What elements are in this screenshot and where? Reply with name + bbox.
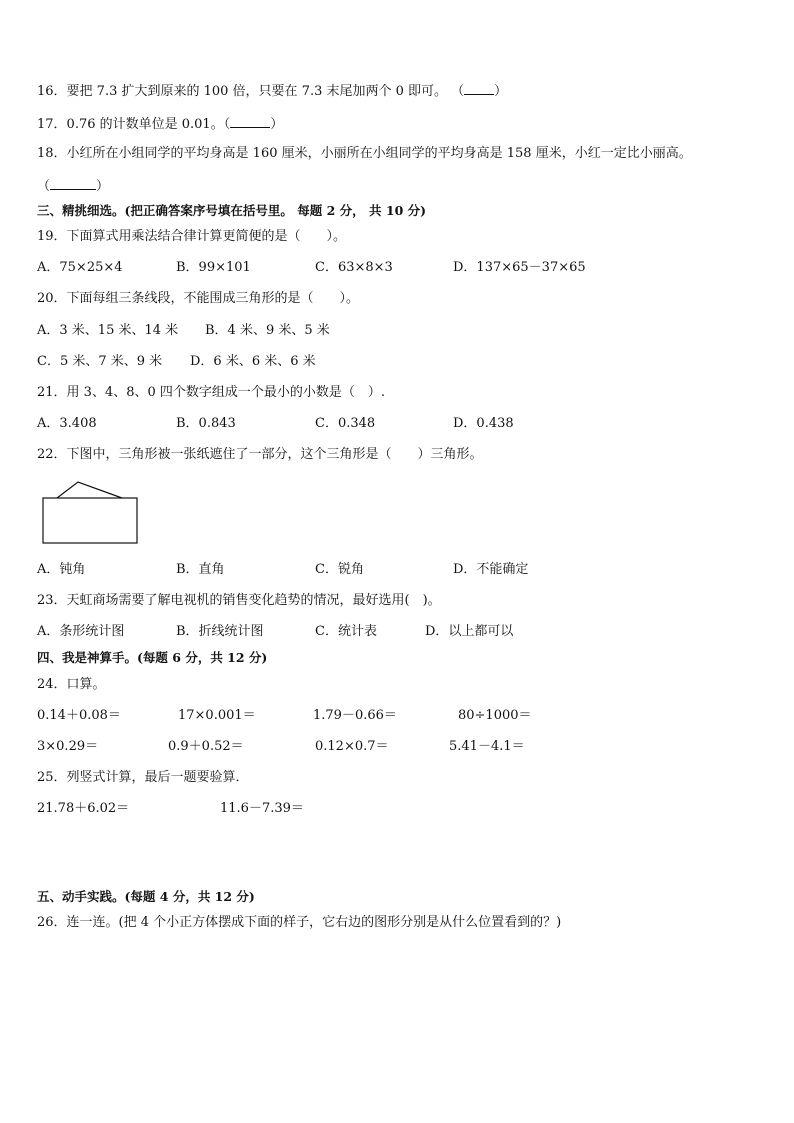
question-18 <box>37 146 692 162</box>
section-5-title: 五、动手实践。(每题 4 分，共 12 分) <box>37 889 255 904</box>
q22-option-c[interactable]: C．锐角 <box>315 562 364 577</box>
question-23-text: 23．天虹商场需要了解电视机的销售变化趋势的情况，最好选用( )。 <box>37 593 441 608</box>
answer-blank-18[interactable] <box>50 177 96 190</box>
question-21-text: 21．用 3、4、8、0 四个数字组成一个最小的小数是（ ）. <box>37 385 386 400</box>
question-17 <box>37 115 283 133</box>
question-16-text: 16．要把 7.3 扩大到原来的 100 倍，只要在 7.3 末尾加两个 0 即可。 （ <box>37 84 465 99</box>
q19-option-b[interactable]: B．99×101 <box>176 260 251 275</box>
question-26-text: 26．连一连。(把 4 个小正方体摆成下面的样子，它右边的图形分别是从什么位置看到的？) <box>37 915 562 930</box>
q21-option-a[interactable]: A．3.408 <box>37 416 97 431</box>
q23-option-b[interactable]: B．折线统计图 <box>176 624 264 639</box>
question-22-text: 22．下图中，三角形被一张纸遮住了一部分，这个三角形是（ ）三角形。 <box>37 447 483 462</box>
q21-option-c[interactable]: C．0.348 <box>315 416 376 431</box>
section-3-title: 三、精挑细选。(把正确答案序号填在括号里。 每题 2 分， 共 10 分) <box>37 203 427 218</box>
q20-option-d[interactable]: D．6 米、6 米、6 米 <box>190 354 316 369</box>
q19-option-a[interactable]: A．75×25×4 <box>37 260 123 275</box>
question-18-answer <box>37 177 109 195</box>
q19-option-c[interactable]: C．63×8×3 <box>315 260 393 275</box>
mental-math-item: 0.12×0.7＝ <box>315 739 389 754</box>
answer-close-18: ） <box>96 179 110 194</box>
q20-option-c[interactable]: C．5 米、7 米、9 米 <box>37 354 163 369</box>
q23-option-d[interactable]: D．以上都可以 <box>425 624 514 639</box>
mental-math-item: 17×0.001＝ <box>178 708 256 723</box>
triangle-covered-by-paper-drawing <box>42 478 142 546</box>
question-20-text: 20．下面每组三条线段，不能围成三角形的是（ ）。 <box>37 291 360 306</box>
question-17-tail: ） <box>270 117 284 132</box>
answer-blank-16[interactable] <box>464 82 494 95</box>
mental-math-item: 1.79－0.66＝ <box>313 708 397 723</box>
question-17-text: 17．0.76 的计数单位是 0.01。（ <box>37 117 231 132</box>
covering-paper <box>43 498 137 543</box>
q21-option-b[interactable]: B．0.843 <box>176 416 236 431</box>
answer-open-18: （ <box>37 179 51 194</box>
q23-option-a[interactable]: A．条形统计图 <box>37 624 125 639</box>
mental-math-item: 80÷1000＝ <box>458 708 532 723</box>
question-25-text: 25．列竖式计算，最后一题要验算． <box>37 770 249 785</box>
question-19-text: 19．下面算式用乘法结合律计算更简便的是（ ）。 <box>37 229 347 244</box>
question-16-tail: ） <box>494 84 508 99</box>
question-18-text: 18．小红所在小组同学的平均身高是 160 厘米，小丽所在小组同学的平均身高是 158 厘米，小红一定比小丽高。 <box>37 146 692 161</box>
covered-triangle-figure <box>42 478 142 550</box>
q22-option-b[interactable]: B．直角 <box>176 562 225 577</box>
q20-option-a[interactable]: A．3 米、15 米、14 米 <box>37 323 179 338</box>
section-4-title: 四、我是神算手。(每题 6 分，共 12 分) <box>37 650 268 665</box>
q20-option-b[interactable]: B．4 米、9 米、5 米 <box>205 323 330 338</box>
triangle-visible-top <box>57 482 122 498</box>
q22-option-d[interactable]: D．不能确定 <box>453 562 529 577</box>
question-24-text: 24．口算。 <box>37 677 106 692</box>
q22-option-a[interactable]: A．钝角 <box>37 562 86 577</box>
mental-math-item: 5.41－4.1＝ <box>449 739 525 754</box>
q21-option-d[interactable]: D．0.438 <box>453 416 514 431</box>
vertical-calc-item: 11.6－7.39＝ <box>220 801 304 816</box>
q23-option-c[interactable]: C．统计表 <box>315 624 377 639</box>
mental-math-item: 0.9＋0.52＝ <box>168 739 244 754</box>
mental-math-item: 3×0.29＝ <box>37 739 99 754</box>
q19-option-d[interactable]: D．137×65－37×65 <box>453 260 586 275</box>
vertical-calc-item: 21.78＋6.02＝ <box>37 801 130 816</box>
mental-math-item: 0.14＋0.08＝ <box>37 708 121 723</box>
question-16 <box>37 82 507 100</box>
answer-blank-17[interactable] <box>230 115 270 128</box>
